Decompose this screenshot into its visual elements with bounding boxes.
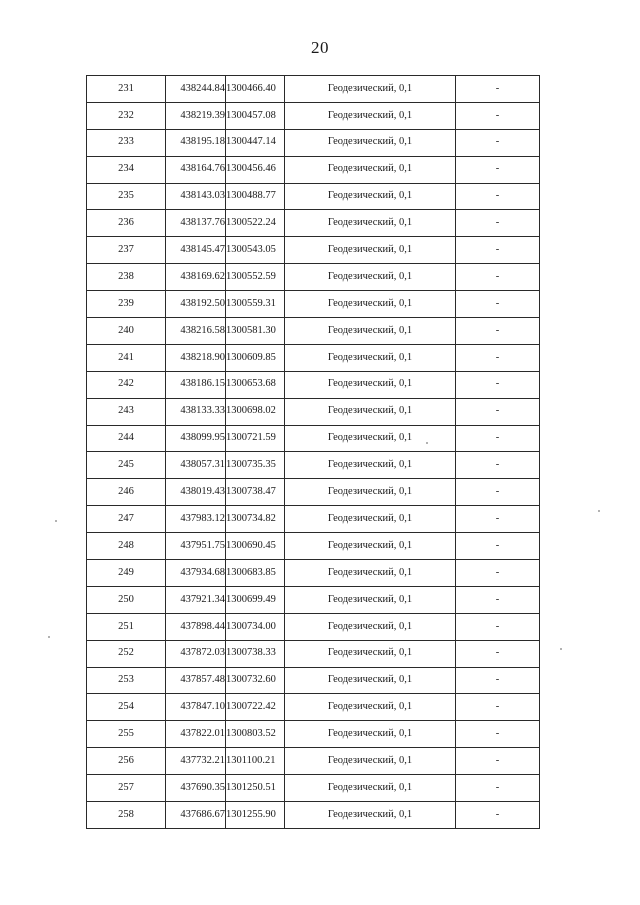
y-coordinate-cell: 1300559.31 <box>226 291 285 318</box>
x-coordinate-cell: 438019.43 <box>166 479 226 506</box>
table-row <box>87 560 540 587</box>
y-coordinate-cell: 1300466.40 <box>226 76 285 103</box>
x-coordinate-cell: 437822.01 <box>166 721 226 748</box>
method-accuracy-cell: Геодезический, 0,1 <box>285 156 456 183</box>
point-number-cell: 250 <box>87 586 166 613</box>
note-cell: - <box>456 264 540 291</box>
table-row <box>87 183 540 210</box>
table-row <box>87 667 540 694</box>
method-accuracy-cell: Геодезический, 0,1 <box>285 398 456 425</box>
point-number-cell: 256 <box>87 748 166 775</box>
point-number-cell: 235 <box>87 183 166 210</box>
method-accuracy-cell: Геодезический, 0,1 <box>285 183 456 210</box>
note-cell: - <box>456 156 540 183</box>
point-number-cell: 253 <box>87 667 166 694</box>
note-cell: - <box>456 210 540 237</box>
note-cell: - <box>456 425 540 452</box>
table-row <box>87 129 540 156</box>
note-cell: - <box>456 183 540 210</box>
x-coordinate-cell: 438137.76 <box>166 210 226 237</box>
note-cell: - <box>456 721 540 748</box>
method-accuracy-cell: Геодезический, 0,1 <box>285 748 456 775</box>
method-accuracy-cell: Геодезический, 0,1 <box>285 586 456 613</box>
point-number-cell: 258 <box>87 802 166 829</box>
y-coordinate-cell: 1300734.00 <box>226 613 285 640</box>
x-coordinate-cell: 438219.39 <box>166 102 226 129</box>
y-coordinate-cell: 1300721.59 <box>226 425 285 452</box>
table-row <box>87 210 540 237</box>
note-cell: - <box>456 640 540 667</box>
method-accuracy-cell: Геодезический, 0,1 <box>285 264 456 291</box>
x-coordinate-cell: 437983.12 <box>166 506 226 533</box>
y-coordinate-cell: 1300456.46 <box>226 156 285 183</box>
x-coordinate-cell: 438216.58 <box>166 318 226 345</box>
y-coordinate-cell: 1300543.05 <box>226 237 285 264</box>
y-coordinate-cell: 1300683.85 <box>226 560 285 587</box>
point-number-cell: 244 <box>87 425 166 452</box>
note-cell: - <box>456 318 540 345</box>
point-number-cell: 242 <box>87 371 166 398</box>
note-cell: - <box>456 479 540 506</box>
note-cell: - <box>456 452 540 479</box>
method-accuracy-cell: Геодезический, 0,1 <box>285 479 456 506</box>
y-coordinate-cell: 1300653.68 <box>226 371 285 398</box>
point-number-cell: 233 <box>87 129 166 156</box>
y-coordinate-cell: 1300522.24 <box>226 210 285 237</box>
x-coordinate-cell: 437898.44 <box>166 613 226 640</box>
note-cell: - <box>456 344 540 371</box>
note-cell: - <box>456 802 540 829</box>
table-row <box>87 398 540 425</box>
y-coordinate-cell: 1300581.30 <box>226 318 285 345</box>
x-coordinate-cell: 438145.47 <box>166 237 226 264</box>
method-accuracy-cell: Геодезический, 0,1 <box>285 613 456 640</box>
note-cell: - <box>456 102 540 129</box>
method-accuracy-cell: Геодезический, 0,1 <box>285 237 456 264</box>
y-coordinate-cell: 1300698.02 <box>226 398 285 425</box>
table-row <box>87 802 540 829</box>
point-number-cell: 245 <box>87 452 166 479</box>
x-coordinate-cell: 438143.03 <box>166 183 226 210</box>
method-accuracy-cell: Геодезический, 0,1 <box>285 640 456 667</box>
table-row <box>87 371 540 398</box>
scan-speck <box>48 636 50 638</box>
table-row <box>87 640 540 667</box>
note-cell: - <box>456 667 540 694</box>
y-coordinate-cell: 1301100.21 <box>226 748 285 775</box>
x-coordinate-cell: 437951.75 <box>166 533 226 560</box>
note-cell: - <box>456 371 540 398</box>
note-cell: - <box>456 748 540 775</box>
method-accuracy-cell: Геодезический, 0,1 <box>285 102 456 129</box>
x-coordinate-cell: 437934.68 <box>166 560 226 587</box>
point-number-cell: 257 <box>87 775 166 802</box>
method-accuracy-cell: Геодезический, 0,1 <box>285 129 456 156</box>
point-number-cell: 248 <box>87 533 166 560</box>
method-accuracy-cell: Геодезический, 0,1 <box>285 694 456 721</box>
table-row <box>87 586 540 613</box>
table-row <box>87 237 540 264</box>
method-accuracy-cell: Геодезический, 0,1 <box>285 344 456 371</box>
note-cell: - <box>456 775 540 802</box>
point-number-cell: 232 <box>87 102 166 129</box>
method-accuracy-cell: Геодезический, 0,1 <box>285 425 456 452</box>
table-row <box>87 76 540 103</box>
point-number-cell: 236 <box>87 210 166 237</box>
note-cell: - <box>456 586 540 613</box>
x-coordinate-cell: 438133.33 <box>166 398 226 425</box>
point-number-cell: 240 <box>87 318 166 345</box>
point-number-cell: 239 <box>87 291 166 318</box>
table-row <box>87 425 540 452</box>
method-accuracy-cell: Геодезический, 0,1 <box>285 318 456 345</box>
x-coordinate-cell: 438218.90 <box>166 344 226 371</box>
point-number-cell: 254 <box>87 694 166 721</box>
table-row <box>87 102 540 129</box>
point-number-cell: 247 <box>87 506 166 533</box>
scan-speck <box>55 520 57 522</box>
point-number-cell: 231 <box>87 76 166 103</box>
table-row <box>87 775 540 802</box>
method-accuracy-cell: Геодезический, 0,1 <box>285 371 456 398</box>
x-coordinate-cell: 437921.34 <box>166 586 226 613</box>
method-accuracy-cell: Геодезический, 0,1 <box>285 291 456 318</box>
point-number-cell: 234 <box>87 156 166 183</box>
method-accuracy-cell: Геодезический, 0,1 <box>285 802 456 829</box>
y-coordinate-cell: 1300699.49 <box>226 586 285 613</box>
table-body <box>87 76 540 829</box>
y-coordinate-cell: 1300735.35 <box>226 452 285 479</box>
method-accuracy-cell: Геодезический, 0,1 <box>285 533 456 560</box>
table-row <box>87 721 540 748</box>
x-coordinate-cell: 438186.15 <box>166 371 226 398</box>
method-accuracy-cell: Геодезический, 0,1 <box>285 452 456 479</box>
point-number-cell: 249 <box>87 560 166 587</box>
method-accuracy-cell: Геодезический, 0,1 <box>285 560 456 587</box>
table-row <box>87 318 540 345</box>
point-number-cell: 241 <box>87 344 166 371</box>
x-coordinate-cell: 438192.50 <box>166 291 226 318</box>
y-coordinate-cell: 1300457.08 <box>226 102 285 129</box>
note-cell: - <box>456 237 540 264</box>
y-coordinate-cell: 1301255.90 <box>226 802 285 829</box>
x-coordinate-cell: 438164.76 <box>166 156 226 183</box>
method-accuracy-cell: Геодезический, 0,1 <box>285 76 456 103</box>
table-row <box>87 479 540 506</box>
y-coordinate-cell: 1300552.59 <box>226 264 285 291</box>
y-coordinate-cell: 1300732.60 <box>226 667 285 694</box>
note-cell: - <box>456 613 540 640</box>
note-cell: - <box>456 76 540 103</box>
y-coordinate-cell: 1300738.47 <box>226 479 285 506</box>
x-coordinate-cell: 438057.31 <box>166 452 226 479</box>
method-accuracy-cell: Геодезический, 0,1 <box>285 210 456 237</box>
table-row <box>87 694 540 721</box>
table-row <box>87 506 540 533</box>
x-coordinate-cell: 438099.95 <box>166 425 226 452</box>
point-number-cell: 246 <box>87 479 166 506</box>
point-number-cell: 238 <box>87 264 166 291</box>
table-row <box>87 452 540 479</box>
table-row <box>87 264 540 291</box>
y-coordinate-cell: 1300609.85 <box>226 344 285 371</box>
y-coordinate-cell: 1300803.52 <box>226 721 285 748</box>
y-coordinate-cell: 1301250.51 <box>226 775 285 802</box>
note-cell: - <box>456 291 540 318</box>
note-cell: - <box>456 506 540 533</box>
x-coordinate-cell: 438169.62 <box>166 264 226 291</box>
method-accuracy-cell: Геодезический, 0,1 <box>285 667 456 694</box>
x-coordinate-cell: 437690.35 <box>166 775 226 802</box>
point-number-cell: 255 <box>87 721 166 748</box>
x-coordinate-cell: 438195.18 <box>166 129 226 156</box>
point-number-cell: 237 <box>87 237 166 264</box>
x-coordinate-cell: 437847.10 <box>166 694 226 721</box>
table-row <box>87 344 540 371</box>
page-number: 20 <box>311 38 329 57</box>
y-coordinate-cell: 1300488.77 <box>226 183 285 210</box>
x-coordinate-cell: 437857.48 <box>166 667 226 694</box>
table-row <box>87 291 540 318</box>
table-row <box>87 748 540 775</box>
y-coordinate-cell: 1300722.42 <box>226 694 285 721</box>
note-cell: - <box>456 129 540 156</box>
note-cell: - <box>456 398 540 425</box>
x-coordinate-cell: 438244.84 <box>166 76 226 103</box>
x-coordinate-cell: 437872.03 <box>166 640 226 667</box>
scan-speck <box>598 510 600 512</box>
table-row <box>87 156 540 183</box>
method-accuracy-cell: Геодезический, 0,1 <box>285 506 456 533</box>
x-coordinate-cell: 437732.21 <box>166 748 226 775</box>
method-accuracy-cell: Геодезический, 0,1 <box>285 721 456 748</box>
note-cell: - <box>456 694 540 721</box>
y-coordinate-cell: 1300690.45 <box>226 533 285 560</box>
table-row <box>87 533 540 560</box>
table-row <box>87 613 540 640</box>
point-number-cell: 252 <box>87 640 166 667</box>
scan-speck <box>560 648 562 650</box>
scan-speck <box>426 442 428 444</box>
coordinates-table <box>86 75 540 829</box>
y-coordinate-cell: 1300738.33 <box>226 640 285 667</box>
x-coordinate-cell: 437686.67 <box>166 802 226 829</box>
point-number-cell: 251 <box>87 613 166 640</box>
method-accuracy-cell: Геодезический, 0,1 <box>285 775 456 802</box>
y-coordinate-cell: 1300734.82 <box>226 506 285 533</box>
y-coordinate-cell: 1300447.14 <box>226 129 285 156</box>
note-cell: - <box>456 560 540 587</box>
note-cell: - <box>456 533 540 560</box>
point-number-cell: 243 <box>87 398 166 425</box>
